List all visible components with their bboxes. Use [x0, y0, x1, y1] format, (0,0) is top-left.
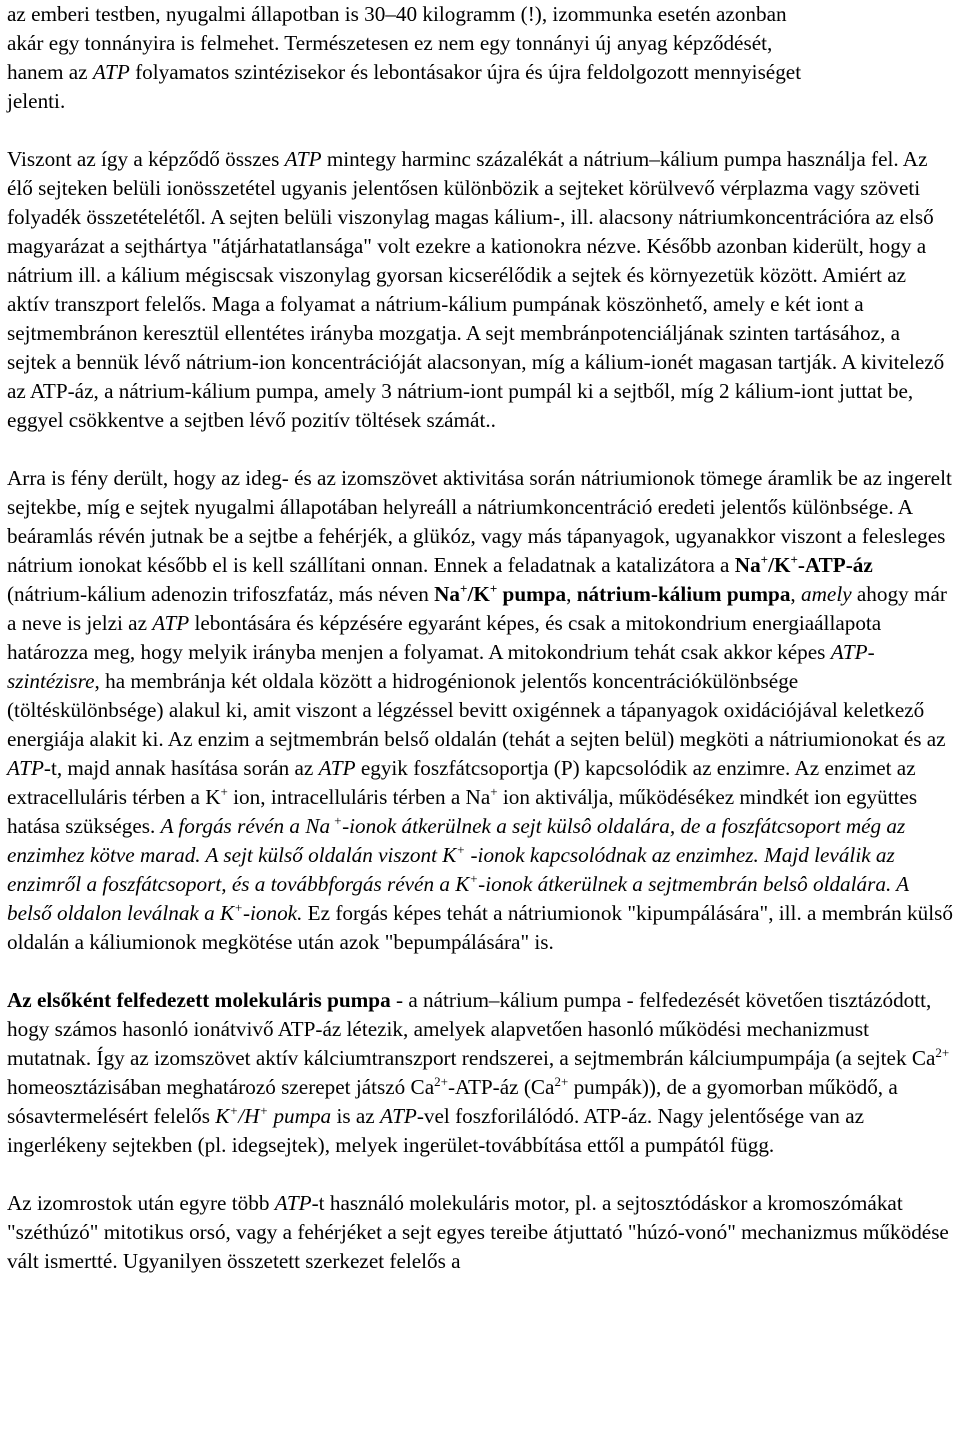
paragraph-3	[7, 464, 953, 957]
text-run: (nátrium-kálium adenozin trifoszfatáz, más néven	[7, 582, 435, 606]
paragraph-2	[7, 145, 953, 435]
text-run-italic: ATP	[92, 60, 130, 84]
text-run-italic: ATP-szintézisre	[7, 640, 875, 693]
superscript: 2+	[935, 1045, 950, 1060]
text-run: mintegy harminc százalékát a nátrium–kálium pumpa használja fel. Az élő sejteken belüli ionösszetétel ugyanis jelentősen különbözik a sejteket körülvevő vérplazma vagy szöveti folyadék összetételétől. A sejten belüli viszonylag magas kálium-, ill. alacsony nátriumkoncentrációra az első magyarázat a sejthártya "átjárhatatlansága" volt ezekre a kationokra nézve. Később azonban kiderült, hogy a nátrium ill. a kálium mégiscsak viszonylag gyorsan kicserélődik a sejtek és környezetük között. Amiért az aktív transzport felelős. Maga a folyamat a nátrium-kálium pumpának köszönhető, amely e két iont a sejtmembránon keresztül ellentétes irányba mozgatja. A sejt membránpotenciáljának szinten tartásához, a sejtek a bennük lévő nátrium-ion koncentrációját alacsonyan, míg a kálium-ionét magasan tartják. A kivitelező az ATP-áz, a nátrium-kálium pumpa, amely 3 nátrium-iont pumpál ki a sejtből, míg 2 kálium-iont juttat be, eggyel csökkentve a sejtben lévő pozitív töltések számát..	[7, 147, 945, 432]
paragraph-1	[7, 0, 953, 116]
text-run: folyamatos szintézisekor és lebontásakor újra és újra feldolgozott mennyiséget	[129, 60, 802, 84]
text-run-bold: Na+/K+-ATP-áz	[734, 552, 873, 577]
text-run-italic: ATP	[318, 756, 356, 780]
text-run: -t használó molekuláris motor, pl. a sejtosztódáskor a kromoszómákat "széthúzó" mitotikus orsó, vagy a fehérjéket a sejt egyes tereibe átjuttató "húzó-vonó" mechanizmus működése vált ismertté. Ugyanilyen összetett szerkezet felelős a	[7, 1191, 949, 1273]
paragraph-5	[7, 1189, 953, 1276]
text-run: homeosztázisában meghatározó szerepet játszó Ca	[7, 1075, 435, 1099]
paragraph-gap	[7, 116, 953, 145]
text-run: Ez forgás képes tehát a nátriumionok "kipumpálására", ill. a membrán külső oldalán a káliumionok megkötése után azok "bepumpálására" is.	[7, 901, 953, 954]
text-run-bold: Az elsőként felfedezett molekuláris pumpa	[7, 988, 391, 1012]
superscript: +	[490, 784, 498, 799]
text-run: , ha membránja két oldala között a hidrogénionok jelentős koncentrációkülönbsége (töltéskülönbsége) alakul ki, amit viszont a légzéssel bevitt oxigénnek a tápanyagok oxidációjával keletkező energiája alakit ki. Az enzim a sejtmembrán belső oldalán (tehát a sejten belül) megköti a nátriumionokat és az	[7, 669, 946, 751]
superscript: 2+	[554, 1074, 569, 1089]
text-run: az emberi testben, nyugalmi állapotban is 30–40 kilogramm (!), izommunka esetén azonban	[7, 2, 787, 26]
text-run: ,	[790, 582, 802, 606]
text-run: lebontására és képzésére egyaránt képes, és csak a mitokondrium energiaállapota határozza meg, hogy melyik irányba menjen a folyamat. A mitokondrium tehát csak akkor képes	[7, 611, 882, 664]
text-run: -ATP-áz (Ca	[447, 1075, 555, 1099]
text-run: ,	[566, 582, 577, 606]
text-run-italic: A forgás révén a Na +-ionok átkerülnek a sejt külsô oldalára, de a foszfátcsoport még az enzimhez kötve marad. A sejt külső oldalán viszont K+ -ionok kapcsolódnak az enzimhez. Majd leválik az enzimről a foszfátcsoport, és a továbbforgás révén a K+-ionok átkerülnek a sejtmembrán belsô oldalára. A belső oldalon leválnak a K+-ionok.	[7, 813, 909, 925]
paragraph-gap	[7, 1160, 953, 1189]
paragraph-gap	[7, 435, 953, 464]
text-run: ion, intracelluláris térben a Na	[227, 785, 491, 809]
text-run-italic: ATP	[379, 1104, 417, 1128]
text-run: akár egy tonnányira is felmehet. Természetesen ez nem egy tonnányi új anyag képződését,	[7, 31, 773, 55]
text-run: Az izomrostok után egyre több	[7, 1191, 275, 1215]
text-run: - a nátrium–kálium pumpa - felfedezését követően tisztázódott, hogy számos hasonló ionátvivő ATP-áz létezik, amelyek alapvetően hasonló működési mechanizmust mutatnak. Így az izomszövet aktív kálciumtranszport rendszerei, a sejtmembrán kálciumpumpája (a sejtek Ca	[7, 988, 936, 1070]
text-run-italic: ATP	[152, 611, 190, 635]
text-run: -t, majd annak hasítása során az	[43, 756, 319, 780]
text-run: hanem az	[7, 60, 93, 84]
text-run-italic: ATP	[284, 147, 322, 171]
text-run-italic: ATP	[274, 1191, 312, 1215]
text-run-italic: amely	[801, 582, 852, 606]
text-run: is az	[331, 1104, 380, 1128]
text-run: Viszont az így a képződő összes	[7, 147, 285, 171]
paragraph-gap	[7, 957, 953, 986]
superscript: 2+	[434, 1074, 448, 1089]
text-run: -vel foszforilálódó. ATP-áz. Nagy jelentősége van az ingerlékeny sejtekben (pl. idegsejtek), melyek ingerület-továbbítása ettől a pumpától függ.	[7, 1104, 865, 1157]
document-page	[7, 0, 953, 1276]
text-run: egyik foszfátcsoportja (P) kapcsolódik az enzimre. Az enzimet az extracelluláris térben a K	[7, 756, 916, 809]
text-run-bold: Na+/K+ pumpa	[434, 581, 567, 606]
text-run: jelenti.	[7, 89, 66, 113]
text-run: pumpák)), de a gyomorban működő, a sósavtermelésért felelős	[7, 1075, 898, 1128]
text-run-italic: K+/H+ pumpa	[215, 1103, 332, 1128]
superscript: +	[220, 784, 228, 799]
paragraph-4	[7, 986, 953, 1160]
text-run-bold: nátrium-kálium pumpa	[576, 582, 791, 606]
text-run: Arra is fény derült, hogy az ideg- és az izomszövet aktivitása során nátriumionok tömege áramlik be az ingerelt sejtekbe, míg e sejtek nyugalmi állapotában helyreáll a nátriumkoncentráció eredeti jelentős különbsége. A beáramlás révén jutnak be a sejtbe a fehérjék, a glükóz, vagy más tápanyagok, ugyanakkor viszont a felesleges nátrium ionokat később el is kell szállítani onnan. Ennek a feladatnak a katalizátora a	[7, 466, 952, 577]
text-run-italic: ATP	[7, 756, 44, 780]
text-run: ion aktiválja, működésékez mindkét ion együttes hatása szükséges.	[7, 785, 918, 838]
text-run: ahogy már a neve is jelzi az	[7, 582, 947, 635]
